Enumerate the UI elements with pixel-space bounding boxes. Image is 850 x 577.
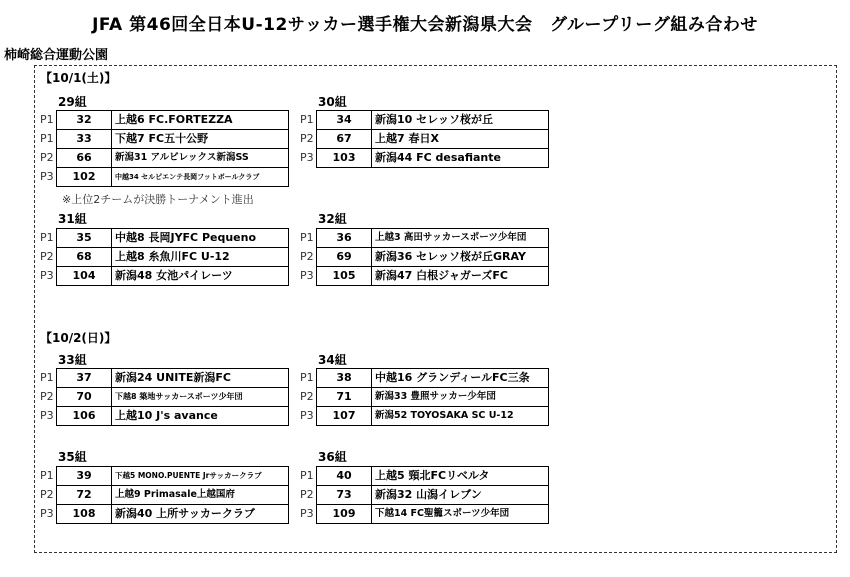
team-name: 新潟52 TOYOSAKA SC U-12 [372, 407, 549, 426]
table-row [40, 168, 289, 187]
pot-label: P2 [300, 132, 314, 145]
pot-label: P1 [40, 469, 54, 482]
team-number: 103 [317, 149, 372, 168]
date-heading-day1: 【10/1(土)】 [40, 71, 117, 85]
table-row [300, 407, 549, 426]
table-row [40, 505, 289, 524]
table-row [300, 388, 549, 407]
group-table-33 [40, 368, 289, 426]
group-table-36 [300, 466, 549, 524]
team-name: 新潟33 豊照サッカー少年団 [372, 388, 549, 407]
team-number: 108 [57, 505, 112, 524]
group-label-35: 35組 [58, 450, 87, 464]
pot-label: P3 [300, 507, 314, 520]
table-row [40, 388, 289, 407]
team-number: 105 [317, 267, 372, 286]
group-label-31: 31組 [58, 212, 87, 226]
pot-label: P1 [300, 113, 314, 126]
team-number: 66 [57, 149, 112, 168]
team-number: 36 [317, 229, 372, 248]
table-row [40, 467, 289, 486]
team-name: 新潟48 女池パイレーツ [112, 267, 289, 286]
pot-label: P1 [300, 371, 314, 384]
pot-label: P3 [300, 151, 314, 164]
pot-label: P3 [40, 409, 54, 422]
team-name: 新潟32 山潟イレブン [372, 486, 549, 505]
team-number: 73 [317, 486, 372, 505]
team-number: 106 [57, 407, 112, 426]
table-row [40, 407, 289, 426]
group-label-33: 33組 [58, 353, 87, 367]
pot-label: P1 [300, 469, 314, 482]
pot-label: P2 [40, 488, 54, 501]
team-number: 69 [317, 248, 372, 267]
team-number: 67 [317, 130, 372, 149]
team-name: 上越8 糸魚川FC U-12 [112, 248, 289, 267]
page-title: JFA 第46回全日本U-12サッカー選手権大会新潟県大会 グループリーグ組み合わせ [92, 15, 758, 35]
pot-label: P3 [300, 409, 314, 422]
pot-label: P2 [40, 151, 54, 164]
team-name: 新潟40 上所サッカークラブ [112, 505, 289, 524]
table-row [40, 130, 289, 149]
group-table-34 [300, 368, 549, 426]
group-table-35 [40, 466, 289, 524]
group-label-34: 34組 [318, 353, 347, 367]
team-name: 下越7 FC五十公野 [112, 130, 289, 149]
group-table-29 [40, 110, 289, 187]
team-number: 39 [57, 467, 112, 486]
venue-name: 柿崎総合運動公園 [4, 48, 109, 63]
group-table-32 [300, 228, 549, 286]
team-name: 上越7 春日X [372, 130, 549, 149]
team-number: 107 [317, 407, 372, 426]
pot-label: P1 [40, 113, 54, 126]
team-name: 新潟36 セレッソ桜が丘GRAY [372, 248, 549, 267]
team-number: 72 [57, 486, 112, 505]
table-row [40, 229, 289, 248]
table-row [300, 248, 549, 267]
team-name: 上越5 頸北FCリベルタ [372, 467, 549, 486]
table-row [300, 149, 549, 168]
team-name: 上越10 J's avance [112, 407, 289, 426]
pot-label: P2 [40, 390, 54, 403]
table-row [300, 369, 549, 388]
group-label-32: 32組 [318, 212, 347, 226]
pot-label: P1 [40, 132, 54, 145]
pot-label: P1 [40, 231, 54, 244]
team-name: 上越9 Primasale上越国府 [112, 486, 289, 505]
pot-label: P1 [300, 231, 314, 244]
pot-label: P1 [40, 371, 54, 384]
group-label-29: 29組 [58, 95, 87, 109]
table-row [40, 267, 289, 286]
advancement-note: ※上位2チームが決勝トーナメント進出 [62, 193, 254, 206]
team-name: 下越14 FC聖籠スポーツ少年団 [372, 505, 549, 524]
pot-label: P2 [300, 488, 314, 501]
pot-label: P2 [300, 390, 314, 403]
team-number: 40 [317, 467, 372, 486]
team-name: 上越3 高田サッカースポーツ少年団 [372, 229, 549, 248]
team-name: 新潟24 UNITE新潟FC [112, 369, 289, 388]
date-heading-day2: 【10/2(日)】 [40, 331, 117, 345]
table-row [300, 130, 549, 149]
team-name: 上越6 FC.FORTEZZA [112, 111, 289, 130]
team-number: 32 [57, 111, 112, 130]
group-label-36: 36組 [318, 450, 347, 464]
table-row [40, 369, 289, 388]
group-table-31 [40, 228, 289, 286]
team-name: 中越16 グランディールFC三条 [372, 369, 549, 388]
table-row [300, 505, 549, 524]
team-number: 71 [317, 388, 372, 407]
team-number: 104 [57, 267, 112, 286]
team-number: 38 [317, 369, 372, 388]
team-name: 新潟47 白根ジャガーズFC [372, 267, 549, 286]
table-row [40, 248, 289, 267]
table-row [40, 149, 289, 168]
pot-label: P2 [300, 250, 314, 263]
pot-label: P3 [40, 507, 54, 520]
pot-label: P3 [300, 269, 314, 282]
team-number: 70 [57, 388, 112, 407]
table-row [300, 111, 549, 130]
pot-label: P3 [40, 170, 54, 183]
team-number: 109 [317, 505, 372, 524]
table-row [300, 486, 549, 505]
group-label-30: 30組 [318, 95, 347, 109]
team-name: 中越34 セルピエンテ長岡フットボールクラブ [112, 168, 289, 187]
table-row [300, 467, 549, 486]
group-table-30 [300, 110, 549, 168]
table-row [40, 486, 289, 505]
team-number: 33 [57, 130, 112, 149]
team-number: 35 [57, 229, 112, 248]
team-name: 新潟10 セレッソ桜が丘 [372, 111, 549, 130]
team-name: 新潟31 アルビレックス新潟SS [112, 149, 289, 168]
table-row [40, 111, 289, 130]
pot-label: P3 [40, 269, 54, 282]
table-row [300, 229, 549, 248]
team-number: 68 [57, 248, 112, 267]
team-name: 下越8 築地サッカースポーツ少年団 [112, 388, 289, 407]
pot-label: P2 [40, 250, 54, 263]
team-number: 102 [57, 168, 112, 187]
team-number: 37 [57, 369, 112, 388]
table-row [300, 267, 549, 286]
team-name: 下越5 MONO.PUENTE Jrサッカークラブ [112, 467, 289, 486]
team-number: 34 [317, 111, 372, 130]
team-name: 中越8 長岡JYFC Pequeno [112, 229, 289, 248]
team-name: 新潟44 FC desafiante [372, 149, 549, 168]
